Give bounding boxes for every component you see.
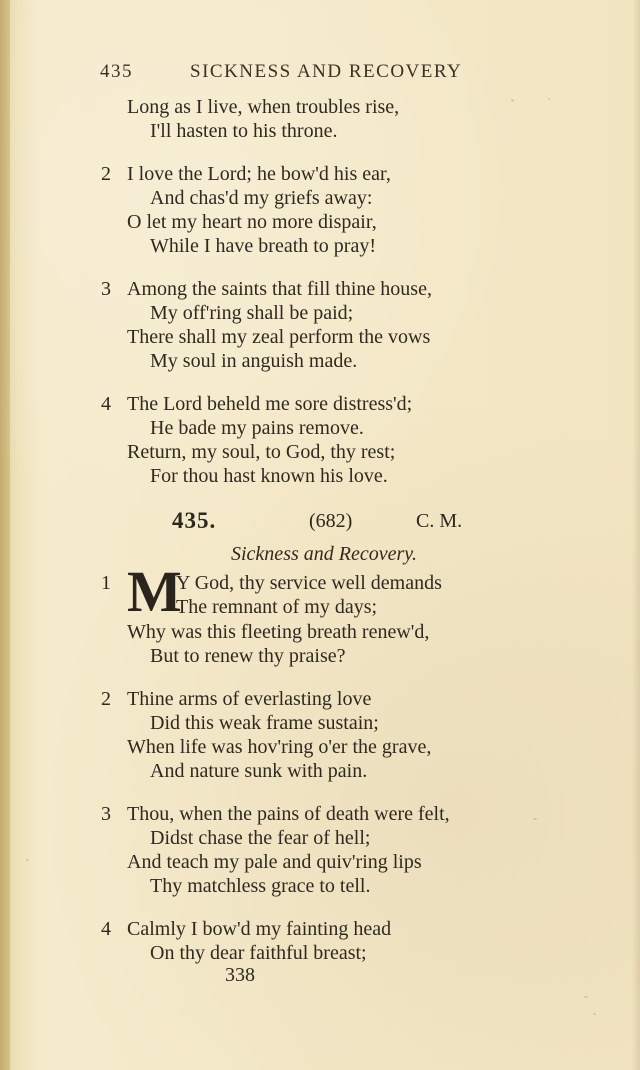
paper-speck [26,859,29,861]
verse-line: On thy dear faithful breast; [150,942,367,964]
verse-line: O let my heart no more dispair, [127,211,377,233]
verse-line: And chas'd my griefs away: [150,187,373,209]
verse-line: Y God, thy service well demands [176,572,442,594]
verse-line: Did this weak frame sustain; [150,712,379,734]
verse-line: He bade my pains remove. [150,417,364,439]
verse-line: My soul in anguish made. [150,350,358,372]
verse-line: And nature sunk with pain. [150,760,368,782]
verse-line: I'll hasten to his throne. [150,120,338,142]
verse-number: 2 [101,688,111,710]
verse-line: Didst chase the fear of hell; [150,827,371,849]
paper-speck [511,99,514,102]
meter: C. M. [416,510,463,532]
verse-line: Why was this fleeting breath renew'd, [127,621,430,643]
verse-number: 4 [101,393,111,415]
verse-number: 3 [101,278,111,300]
paper-speck [593,1013,596,1015]
paper-speck [533,818,537,820]
verse-line: The Lord beheld me sore distress'd; [127,393,413,415]
verse-number: 2 [101,163,111,185]
verse-line: While I have breath to pray! [150,235,377,257]
verse-line: Thou, when the pains of death were felt, [127,803,450,825]
verse-line: Calmly I bow'd my fainting head [127,918,392,940]
verse-line: But to renew thy praise? [150,645,346,667]
verse-line: Among the saints that fill thine house, [127,278,432,300]
verse-number: 3 [101,803,111,825]
section-title: SICKNESS AND RECOVERY [190,61,463,82]
verse-line: My off'ring shall be paid; [150,302,354,324]
page-number: 435 [100,61,133,82]
verse-line: Long as I live, when troubles rise, [127,96,400,118]
verse-line: I love the Lord; he bow'd his ear, [127,163,391,185]
paper-speck [548,98,550,100]
verse-line: Thine arms of everlasting love [127,688,372,710]
footer-page-number: 338 [225,964,255,986]
verse-number: 1 [101,572,111,594]
verse-line: When life was hov'ring o'er the grave, [127,736,432,758]
running-head [100,58,500,86]
verse-line: For thou hast known his love. [150,465,388,487]
verse-line: The remnant of my days; [176,596,378,618]
verse-number: 4 [101,918,111,940]
verse-line: There shall my zeal perform the vows [127,326,431,348]
hymn-title: Sickness and Recovery. [231,543,418,565]
verse-line: Return, my soul, to God, thy rest; [127,441,396,463]
paper-speck [584,996,588,998]
hymn-header [172,508,492,538]
verse-line: Thy matchless grace to tell. [150,875,371,897]
drop-cap: M [127,559,182,624]
tune-number: (682) [309,510,353,532]
verse-line: And teach my pale and quiv'ring lips [127,851,422,873]
hymn-number: 435. [172,508,217,533]
